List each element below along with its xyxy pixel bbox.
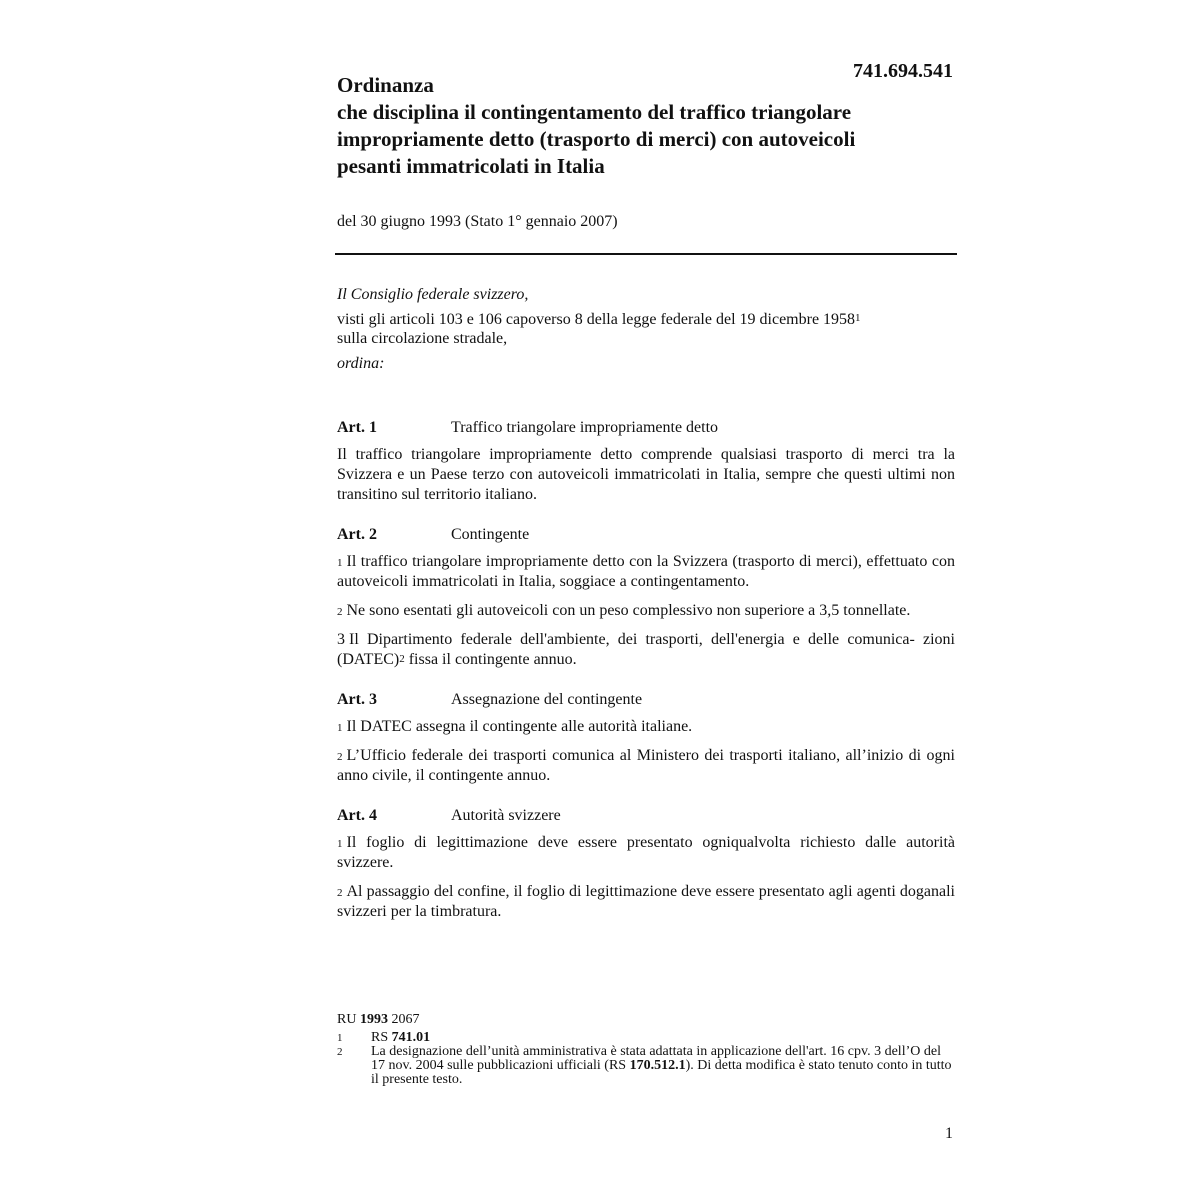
paragraph-number: 1 [337, 838, 343, 850]
preamble-basis [337, 310, 957, 348]
footnote-number: 1 [337, 1032, 343, 1044]
article-paragraph: $^2$ L’Ufficio federale dei trasporti comunica al Ministero dei trasporti italiano, all’inizio di ogni anno civile, il contingente annuo. [337, 747, 955, 784]
article-paragraph: Il traffico triangolare impropriamente detto comprende qualsiasi trasporto di merci tra la Svizzera e un Paese terzo con autoveicoli immatricolati in Italia, sempre che questi ultimi non transitino sul territorio italiano. [337, 446, 955, 503]
article-1 [337, 418, 955, 505]
article-paragraph: $^1$ Il foglio di legittimazione deve essere presentato ogniqualvolta richiesto dalle autorità svizzere. [337, 834, 955, 871]
article-number: Art. 4 [337, 807, 377, 824]
article-paragraph: 3 Il Dipartimento federale dell'ambiente, dei trasporti, dell'energia e delle comunica- zioni (DATEC)$^2$ fissa il contingente annuo. [337, 631, 955, 668]
title-line: pesanti immatricolati in Italia [337, 154, 605, 178]
paragraph-number: 2 [337, 887, 343, 899]
article-paragraph: $^1$ Il DATEC assegna il contingente alle autorità italiane. [337, 718, 693, 735]
paragraph-number: 3 [337, 631, 345, 648]
article-number: Art. 3 [337, 691, 377, 708]
articles [337, 418, 955, 942]
title-line: impropriamente detto (trasporto di merci) con autoveicoli [337, 127, 856, 151]
footnotes [337, 1031, 957, 1087]
preamble-authority: Il Consiglio federale svizzero, [337, 286, 529, 303]
footnote-2 [337, 1045, 957, 1087]
article-paragraph: $^1$ Il traffico triangolare impropriamente detto con la Svizzera (trasporto di merci), effettuato con autoveicoli immatricolati in Italia, soggiace a contingentamento. [337, 553, 955, 590]
footnote-number: 2 [337, 1046, 343, 1058]
article-paragraph: $^2$ Ne sono esentati gli autoveicoli con un peso complessivo non superiore a 3,5 tonnellate. [337, 602, 911, 619]
footnote-text: RS 741.01 [371, 1030, 431, 1045]
document-page [337, 0, 957, 1200]
paragraph-number: 1 [337, 557, 343, 569]
article-paragraph: $^2$ Al passaggio del confine, il foglio di legittimazione deve essere presentato agli agenti doganali svizzeri per la timbratura. [337, 883, 955, 920]
footnote-text: La designazione dell’unità amministrativa è stata adattata in applicazione dell'art. 16 cpv. 3 dell’O del 17 nov. 2004 sulle pubblicazioni ufficiali (RS 170.512.1). Di detta modifica è stato tenuto conto in tutto il presente testo. [371, 1044, 952, 1087]
article-title: Assegnazione del contingente [451, 691, 643, 708]
paragraph-number: 2 [337, 751, 343, 763]
preamble [337, 285, 957, 379]
paragraph-number: 1 [337, 722, 343, 734]
ru-reference: RU 1993 2067 [337, 1012, 420, 1027]
article-number: Art. 1 [337, 419, 377, 436]
document-title [337, 72, 957, 180]
article-3 [337, 690, 955, 786]
preamble-decree: ordina: [337, 355, 385, 372]
article-2 [337, 525, 955, 670]
document-code: 741.694.541 [853, 60, 953, 82]
page-number: 1 [945, 1125, 953, 1142]
preamble-basis-line2: sulla circolazione stradale, [337, 330, 508, 347]
article-number: Art. 2 [337, 526, 377, 543]
title-line: che disciplina il contingentamento del traffico triangolare [337, 100, 852, 124]
footnote-ref: 1 [855, 312, 861, 324]
article-title: Traffico triangolare impropriamente detto [451, 419, 719, 436]
footnote-ref: 2 [399, 653, 405, 665]
title-line: Ordinanza [337, 73, 434, 97]
article-title: Autorità svizzere [451, 807, 561, 824]
article-4 [337, 806, 955, 922]
footnote-1 [337, 1031, 957, 1045]
paragraph-number: 2 [337, 606, 343, 618]
article-title: Contingente [451, 526, 530, 543]
preamble-basis-line1: visti gli articoli 103 e 106 capoverso 8 della legge federale del 19 dicembre 1958 [337, 311, 856, 328]
document-date: del 30 giugno 1993 (Stato 1° gennaio 2007) [337, 213, 618, 230]
header-divider [335, 253, 957, 255]
